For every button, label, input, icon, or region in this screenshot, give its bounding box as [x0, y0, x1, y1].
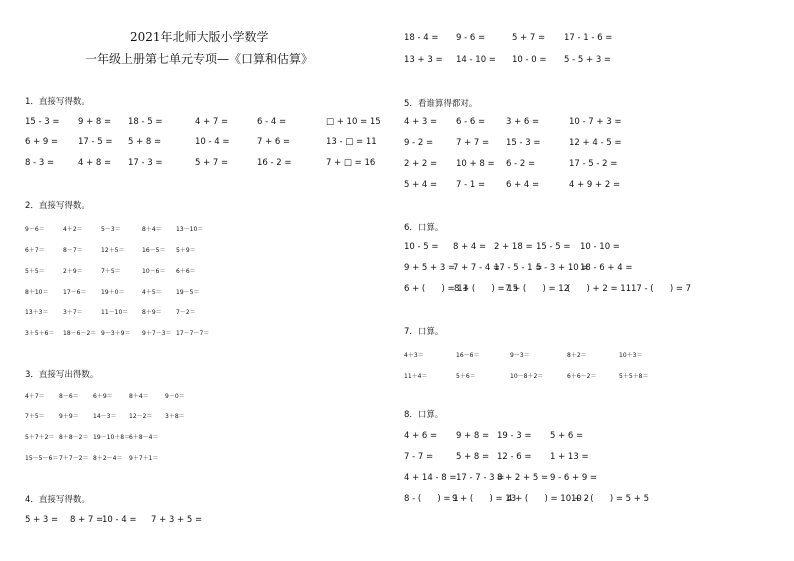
- problem-row: [404, 350, 784, 362]
- arithmetic-problem: 7 + 7 =: [456, 138, 490, 148]
- arithmetic-problem: 19 - 3 =: [497, 431, 532, 441]
- problem-row: [25, 453, 387, 465]
- arithmetic-problem: 9＋7－3＝: [142, 330, 172, 337]
- arithmetic-problem: 7 + 6 =: [257, 137, 291, 147]
- problem-row: [404, 33, 784, 45]
- problem-row: [404, 494, 784, 506]
- worksheet-subtitle: 一年级上册第七单元专项—《口算和估算》: [85, 52, 314, 66]
- arithmetic-problem: 17 - 5 - 1 =: [494, 263, 543, 273]
- arithmetic-problem: 4 + 3 =: [404, 117, 438, 127]
- arithmetic-problem: 15 - 5 =: [536, 242, 571, 252]
- problem-row: [404, 263, 784, 275]
- problem-row: [404, 242, 784, 254]
- arithmetic-problem: 9 - 2 =: [404, 138, 434, 148]
- problem-row: [25, 287, 387, 299]
- problem-row: [25, 328, 387, 340]
- arithmetic-problem: 5 + 7 =: [512, 33, 546, 43]
- problem-row: [25, 224, 387, 236]
- problem-row: [25, 515, 387, 527]
- arithmetic-problem: □ + 10 = 15: [326, 117, 381, 127]
- arithmetic-problem: 5 + 6 =: [550, 431, 584, 441]
- problem-row: [404, 452, 784, 464]
- arithmetic-problem: 17 - 1 - 6 =: [564, 33, 613, 43]
- arithmetic-problem: 9－3＋9＝: [101, 330, 131, 337]
- arithmetic-problem: 17 - 7 - 3 =: [456, 473, 505, 483]
- arithmetic-problem: 4 + 8 =: [78, 158, 112, 168]
- arithmetic-problem: 17 - ( ) = 7: [631, 284, 692, 294]
- problem-row: [404, 138, 784, 150]
- arithmetic-problem: 7－2＝: [176, 309, 196, 316]
- arithmetic-problem: 9＋7＋1＝: [129, 455, 159, 462]
- arithmetic-problem: 17 - 5 - 2 =: [569, 159, 618, 169]
- arithmetic-problem: 8＋8－2＝: [59, 434, 89, 441]
- arithmetic-problem: 9－0＝: [165, 393, 185, 400]
- arithmetic-problem: 4＋5＝: [142, 289, 162, 296]
- arithmetic-problem: 8 - ( ) = 1: [404, 494, 459, 504]
- arithmetic-problem: 7＋5＝: [25, 413, 45, 420]
- arithmetic-problem: 5 - 5 + 3 =: [564, 55, 612, 65]
- section-heading: 6．口算。: [404, 223, 444, 233]
- arithmetic-problem: 5 + 8 =: [128, 137, 162, 147]
- arithmetic-problem: 7 - 1 =: [456, 180, 486, 190]
- arithmetic-problem: 11－10＝: [101, 309, 129, 316]
- arithmetic-problem: 18 - 4 =: [404, 33, 439, 43]
- arithmetic-problem: 19－5＝: [176, 289, 200, 296]
- arithmetic-problem: 10 + 8 =: [456, 159, 495, 169]
- arithmetic-problem: 15 - 3 =: [506, 138, 541, 148]
- arithmetic-problem: 6 - 4 =: [257, 117, 287, 127]
- problem-row: [404, 473, 784, 485]
- arithmetic-problem: 17－7－7＝: [176, 330, 210, 337]
- arithmetic-problem: 4 + 9 + 2 =: [569, 180, 621, 190]
- section-heading: 7．口算。: [404, 327, 444, 337]
- arithmetic-problem: 5 + 8 =: [456, 452, 490, 462]
- problem-row: [25, 158, 387, 170]
- arithmetic-problem: 8＋4＝: [129, 393, 149, 400]
- arithmetic-problem: 9 - 6 + 9 =: [550, 473, 598, 483]
- arithmetic-problem: 12－2＝: [129, 413, 153, 420]
- arithmetic-problem: 9 + ( ) = 13: [452, 494, 517, 504]
- arithmetic-problem: 2＋9＝: [63, 268, 83, 275]
- arithmetic-problem: 10 - ( ) = 5 + 5: [571, 494, 649, 504]
- arithmetic-problem: 8＋2－4＝: [93, 455, 123, 462]
- arithmetic-problem: 9 + 8 =: [456, 431, 490, 441]
- arithmetic-problem: 4＋2＝: [63, 226, 83, 233]
- arithmetic-problem: 11＋4＝: [404, 373, 428, 380]
- arithmetic-problem: 9－6＝: [25, 226, 45, 233]
- arithmetic-problem: 3＋5＋6＝: [25, 330, 55, 337]
- arithmetic-problem: 5 + 3 =: [25, 515, 59, 525]
- section-heading: 1．直接写得数。: [25, 97, 90, 107]
- arithmetic-problem: 10－8＋2＝: [510, 373, 544, 380]
- arithmetic-problem: 18 - 5 =: [128, 117, 163, 127]
- arithmetic-problem: 7＋7－2＝: [59, 455, 89, 462]
- arithmetic-problem: 13＋3＝: [25, 309, 49, 316]
- arithmetic-problem: 12＋5＝: [101, 247, 125, 254]
- problem-row: [404, 371, 784, 383]
- arithmetic-problem: ( ) + 2 = 11: [567, 284, 632, 294]
- arithmetic-problem: 5＋6＝: [456, 373, 476, 380]
- arithmetic-problem: 8＋9＝: [142, 309, 162, 316]
- arithmetic-problem: 7 + 7 - 4 =: [453, 263, 501, 273]
- arithmetic-problem: 6＋7＝: [25, 247, 45, 254]
- problem-row: [25, 137, 387, 149]
- arithmetic-problem: 9＋9＝: [59, 413, 79, 420]
- arithmetic-problem: 9 - 6 =: [456, 33, 486, 43]
- arithmetic-problem: 17－6＝: [63, 289, 87, 296]
- arithmetic-problem: 7 + □ = 16: [326, 158, 376, 168]
- problem-row: [25, 117, 387, 129]
- arithmetic-problem: 7＋5＝: [101, 268, 121, 275]
- arithmetic-problem: 8－7＝: [63, 247, 83, 254]
- section-heading: 3．直接写出得数。: [25, 370, 99, 380]
- arithmetic-problem: 10 - 4 =: [102, 515, 137, 525]
- arithmetic-problem: 3 + 6 =: [506, 117, 540, 127]
- arithmetic-problem: 8 + 2 + 5 =: [497, 473, 549, 483]
- arithmetic-problem: 13 + 3 =: [404, 55, 443, 65]
- arithmetic-problem: 8－6＝: [59, 393, 79, 400]
- arithmetic-problem: 8＋10＝: [25, 289, 49, 296]
- problem-row: [404, 284, 784, 296]
- arithmetic-problem: 5＋5＝: [25, 268, 45, 275]
- arithmetic-problem: 2 + 18 =: [494, 242, 533, 252]
- arithmetic-problem: 5 + 7 =: [195, 158, 229, 168]
- arithmetic-problem: 5＋7＋2＝: [25, 434, 55, 441]
- arithmetic-problem: 8＋2＝: [567, 352, 587, 359]
- arithmetic-problem: 6＋8－4＝: [129, 434, 159, 441]
- arithmetic-problem: 15 - 3 =: [25, 117, 60, 127]
- problem-row: [404, 117, 784, 129]
- arithmetic-problem: 5－3＝: [101, 226, 121, 233]
- arithmetic-problem: 6＋6＝: [176, 268, 196, 275]
- arithmetic-problem: 13 - □ = 11: [326, 137, 377, 147]
- arithmetic-problem: 14 - 10 =: [456, 55, 496, 65]
- arithmetic-problem: 8 + ( ) = 15: [454, 284, 519, 294]
- arithmetic-problem: 10 - 10 =: [580, 242, 620, 252]
- problem-row: [404, 159, 784, 171]
- arithmetic-problem: 7 + ( ) = 12: [505, 284, 570, 294]
- arithmetic-problem: 14－3＝: [93, 413, 117, 420]
- problem-row: [404, 55, 784, 67]
- arithmetic-problem: 5＋5＋8＝: [619, 373, 649, 380]
- arithmetic-problem: 9－3＝: [510, 352, 530, 359]
- arithmetic-problem: 16－6＝: [456, 352, 480, 359]
- arithmetic-problem: 6＋6－2＝: [567, 373, 597, 380]
- arithmetic-problem: 9 + 5 + 3 =: [404, 263, 456, 273]
- arithmetic-problem: 15－5－6＝: [25, 455, 59, 462]
- arithmetic-problem: 16－5＝: [142, 247, 166, 254]
- worksheet-title: 2021年北师大版小学数学: [130, 30, 269, 44]
- arithmetic-problem: 10 - 5 =: [404, 242, 439, 252]
- arithmetic-problem: 10 - 0 =: [512, 55, 547, 65]
- arithmetic-problem: 4＋3＝: [404, 352, 424, 359]
- arithmetic-problem: 9 + 8 =: [78, 117, 112, 127]
- section-heading: 4．直接写得数。: [25, 495, 90, 505]
- arithmetic-problem: 18－6－2＝: [63, 330, 97, 337]
- arithmetic-problem: 7 + 3 + 5 =: [151, 515, 203, 525]
- arithmetic-problem: 8 - 3 =: [25, 158, 55, 168]
- arithmetic-problem: 1 + 13 =: [550, 452, 589, 462]
- arithmetic-problem: 10 - 7 + 3 =: [569, 117, 622, 127]
- arithmetic-problem: 13－10＝: [176, 226, 204, 233]
- problem-row: [25, 432, 387, 444]
- arithmetic-problem: 4 + 6 =: [404, 431, 438, 441]
- arithmetic-problem: 10－6＝: [142, 268, 166, 275]
- arithmetic-problem: 3＋8＝: [165, 413, 185, 420]
- arithmetic-problem: 6 - 6 =: [456, 117, 486, 127]
- problem-row: [404, 431, 784, 443]
- right-column: [397, 0, 794, 561]
- arithmetic-problem: 18 - 6 + 4 =: [580, 263, 633, 273]
- problem-row: [404, 180, 784, 192]
- arithmetic-problem: 19－10＋8＝: [93, 434, 131, 441]
- arithmetic-problem: 17 - 3 =: [128, 158, 163, 168]
- arithmetic-problem: 17 - 5 =: [78, 137, 113, 147]
- problem-row: [25, 307, 387, 319]
- arithmetic-problem: 5 + 4 =: [404, 180, 438, 190]
- section-heading: 5．看谁算得都对。: [404, 99, 478, 109]
- section-heading: 2．直接写得数。: [25, 201, 90, 211]
- arithmetic-problem: 4 + 14 - 8 =: [404, 473, 457, 483]
- arithmetic-problem: 6＋9＝: [93, 393, 113, 400]
- problem-row: [25, 411, 387, 423]
- arithmetic-problem: 4＋7＝: [25, 393, 45, 400]
- arithmetic-problem: 8 + 7 =: [70, 515, 104, 525]
- arithmetic-problem: 5＋9＝: [176, 247, 196, 254]
- arithmetic-problem: 2 + 2 =: [404, 159, 438, 169]
- arithmetic-problem: 12 - 6 =: [497, 452, 532, 462]
- arithmetic-problem: 6 + 4 =: [506, 180, 540, 190]
- arithmetic-problem: 8＋4＝: [142, 226, 162, 233]
- arithmetic-problem: 6 + ( ) = 13: [404, 284, 469, 294]
- problem-row: [25, 245, 387, 257]
- arithmetic-problem: 4 + 7 =: [195, 117, 229, 127]
- arithmetic-problem: 12 + 4 - 5 =: [569, 138, 622, 148]
- arithmetic-problem: 6 - 2 =: [506, 159, 536, 169]
- arithmetic-problem: 19＋0＝: [101, 289, 125, 296]
- section-heading: 8．口算。: [404, 410, 444, 420]
- arithmetic-problem: 10 - 4 =: [195, 137, 230, 147]
- arithmetic-problem: 7 - 7 =: [404, 452, 434, 462]
- arithmetic-problem: 6 + 9 =: [25, 137, 59, 147]
- arithmetic-problem: 4 + ( ) = 10 + 2: [507, 494, 590, 504]
- problem-row: [25, 391, 387, 403]
- arithmetic-problem: 3＋7＝: [63, 309, 83, 316]
- arithmetic-problem: 10＋3＝: [619, 352, 643, 359]
- arithmetic-problem: 16 - 2 =: [257, 158, 292, 168]
- arithmetic-problem: 8 + 4 =: [453, 242, 487, 252]
- arithmetic-problem: 5 - 3 + 10 =: [536, 263, 589, 273]
- problem-row: [25, 266, 387, 278]
